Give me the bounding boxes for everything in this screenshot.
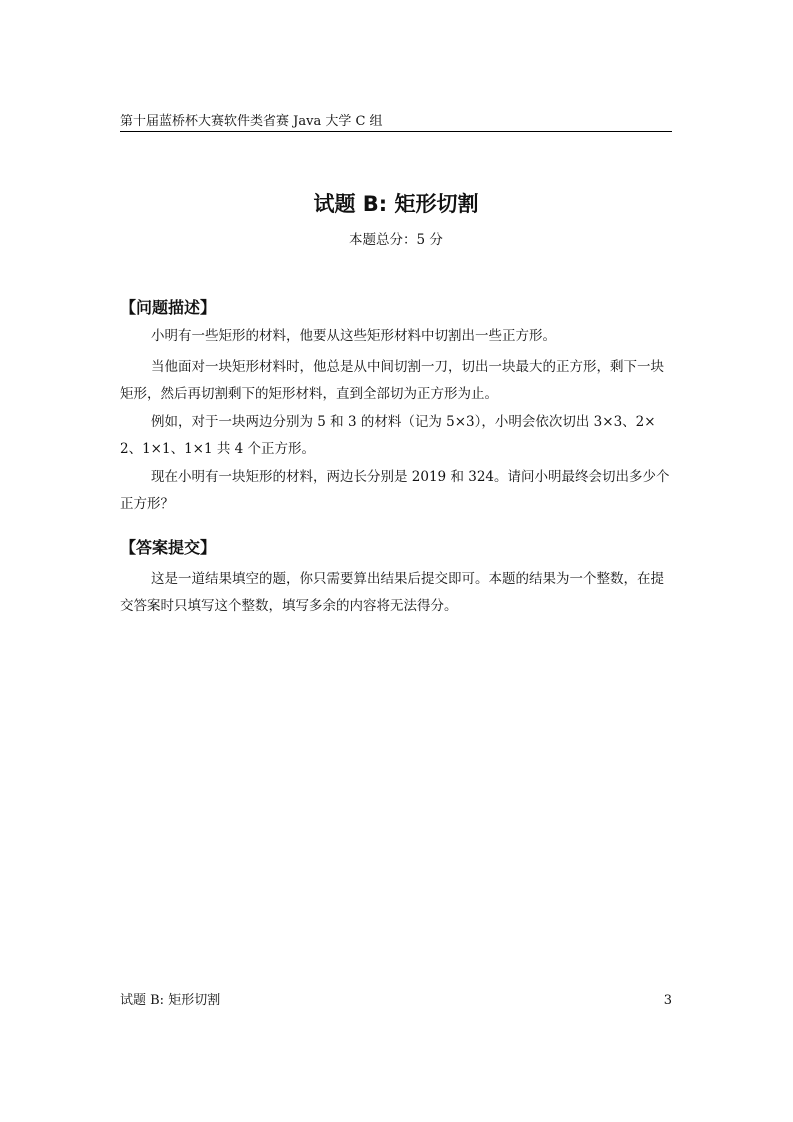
submission-paragraph-1: 这是一道结果填空的题，你只需要算出结果后提交即可。本题的结果为一个整数，在提交答案时只填写这个整数，填写多余的内容将无法得分。 bbox=[120, 571, 664, 614]
page-number: 3 bbox=[663, 993, 672, 1008]
submission-heading: 【答案提交】 bbox=[120, 538, 217, 557]
footer-title: 试题 B: 矩形切割 bbox=[120, 993, 221, 1008]
running-header: 第十届蓝桥杯大赛软件类省赛 Java 大学 C 组 bbox=[120, 112, 672, 132]
description-paragraph-2: 当他面对一块矩形材料时，他总是从中间切割一刀，切出一块最大的正方形，剩下一块矩形，然后再切割剩下的矩形材料，直到全部切为正方形为止。 bbox=[120, 359, 664, 402]
problem-score: 本题总分：5 分 bbox=[349, 232, 443, 248]
description-paragraph-4: 现在小明有一块矩形的材料，两边长分别是 2019 和 324。请问小明最终会切出多少个正方形？ bbox=[120, 469, 670, 512]
problem-title: 试题 B: 矩形切割 bbox=[313, 192, 479, 216]
description-paragraph-3: 例如，对于一块两边分别为 5 和 3 的材料（记为 5×3），小明会依次切出 3×3、2×2、1×1、1×1 共 4 个正方形。 bbox=[120, 414, 656, 457]
description-heading: 【问题描述】 bbox=[120, 298, 217, 317]
description-paragraph-1: 小明有一些矩形的材料，他要从这些矩形材料中切割出一些正方形。 bbox=[151, 328, 556, 344]
